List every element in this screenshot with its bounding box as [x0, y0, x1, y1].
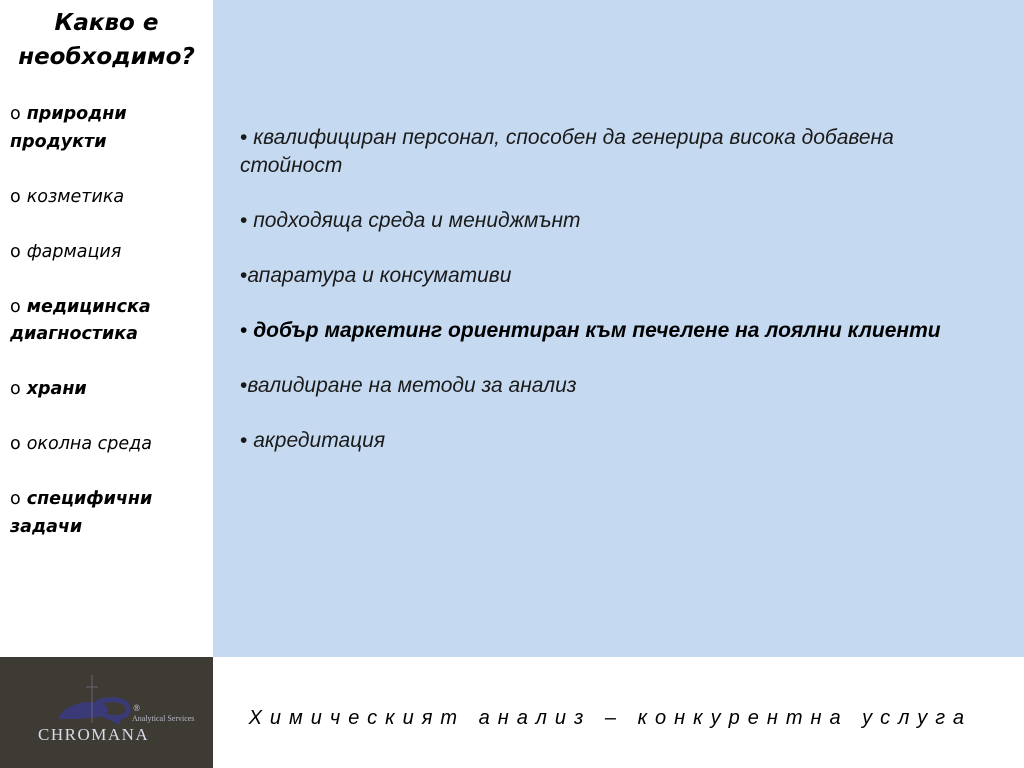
- sidebar-list-item: [10, 184, 210, 212]
- footer: [213, 657, 1024, 768]
- sidebar-list-item: [10, 431, 210, 459]
- sidebar-list-item: [10, 239, 210, 267]
- bullet-icon: o: [10, 296, 21, 317]
- sidebar-item-label: фармация: [26, 241, 122, 262]
- sidebar-item-label: околна среда: [26, 434, 152, 454]
- main-panel: [213, 0, 1024, 657]
- main-list-item: [240, 262, 1000, 290]
- logo-subtitle: Analytical Services: [132, 714, 195, 723]
- sidebar-item-label: природни продукти: [10, 104, 127, 152]
- main-list-item: [240, 427, 1000, 455]
- bullet-icon: o: [10, 434, 21, 454]
- main-item-label: акредитация: [247, 429, 386, 452]
- bullet-icon: o: [10, 489, 21, 509]
- sidebar-list-item: [10, 101, 210, 156]
- bullet-icon: •: [240, 374, 248, 397]
- bullet-icon: •: [240, 126, 248, 149]
- sidebar-title: Какво е необходимо?: [18, 10, 195, 70]
- main-list-item: [240, 207, 1000, 235]
- bullet-icon: •: [240, 429, 248, 452]
- main-item-label: валидиране на методи за анализ: [247, 374, 577, 397]
- logo-registered: ®: [133, 703, 142, 714]
- main-item-label: квалифициран персонал, способен да генерира висока добавена стойност: [240, 126, 894, 177]
- bullet-icon: •: [240, 319, 248, 342]
- sidebar-item-label: специфични задачи: [10, 489, 153, 537]
- sidebar-list-item: [10, 486, 210, 541]
- bullet-icon: o: [10, 379, 21, 399]
- sidebar-item-label: медицинска диагностика: [10, 296, 151, 344]
- main-item-label: апаратура и консумативи: [247, 264, 512, 287]
- sidebar-item-label: козметика: [26, 186, 125, 207]
- main-list-item: [240, 124, 1000, 180]
- logo-box: [0, 657, 213, 768]
- sidebar: [0, 0, 213, 657]
- logo-name-text: CHROMANA: [38, 725, 150, 744]
- main-list: [240, 124, 1000, 482]
- bullet-icon: o: [10, 241, 21, 262]
- bullet-icon: •: [240, 264, 248, 287]
- sidebar-item-label: храни: [26, 379, 87, 399]
- main-item-label: добър маркетинг ориентиран към печелене на лоялни клиенти: [247, 319, 941, 342]
- bullet-icon: o: [10, 186, 21, 207]
- footer-text: Химическият анализ – конкурентна услуга: [248, 707, 972, 729]
- sidebar-list: [10, 101, 210, 569]
- bullet-icon: •: [240, 209, 248, 232]
- main-list-item: [240, 372, 1000, 400]
- main-list-item: [240, 317, 1000, 345]
- sidebar-list-item: [10, 294, 210, 349]
- logo-name: [38, 703, 158, 745]
- sidebar-list-item: [10, 376, 210, 404]
- chromana-logo-icon: [0, 657, 213, 768]
- main-item-label: подходяща среда и мениджмънт: [247, 209, 581, 232]
- bullet-icon: o: [10, 104, 21, 124]
